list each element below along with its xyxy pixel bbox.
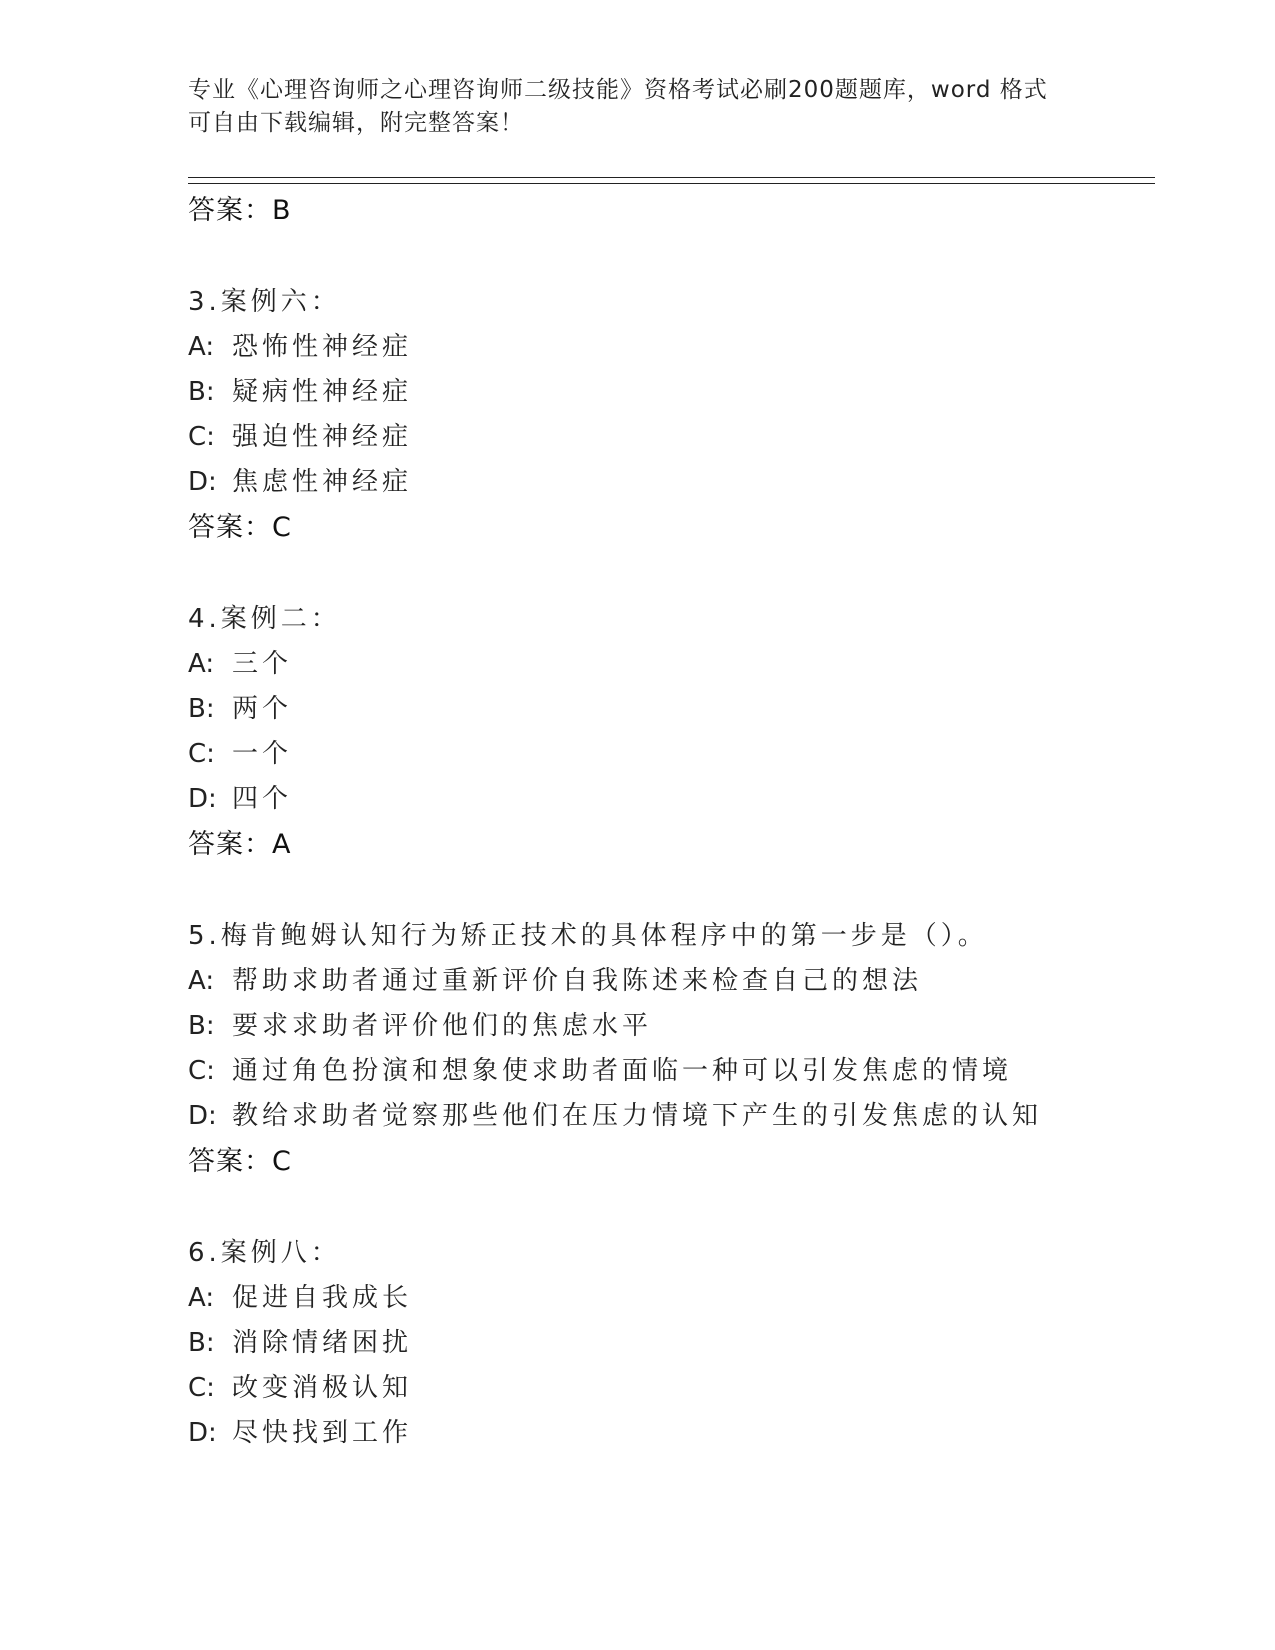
spacer bbox=[188, 867, 1148, 914]
option-key: B: bbox=[188, 1011, 215, 1041]
option-text: 四个 bbox=[232, 784, 293, 814]
option-text: 三个 bbox=[232, 649, 293, 679]
question-block bbox=[188, 280, 1148, 550]
option-text: 通过角色扮演和想象使求助者面临一种可以引发焦虑的情境 bbox=[232, 1056, 1013, 1086]
spacer bbox=[188, 1184, 1148, 1231]
option-a bbox=[188, 1276, 1148, 1321]
option-text: 教给求助者觉察那些他们在压力情境下产生的引发焦虑的认知 bbox=[232, 1101, 1043, 1131]
option-b bbox=[188, 1004, 1148, 1049]
header-divider-bottom bbox=[188, 183, 1155, 184]
option-key: D: bbox=[188, 1101, 217, 1131]
option-text: 消除情绪困扰 bbox=[232, 1328, 413, 1358]
question-stem: 5.梅肯鲍姆认知行为矫正技术的具体程序中的第一步是（）。 bbox=[188, 921, 988, 951]
option-key: C: bbox=[188, 422, 215, 452]
option-key: D: bbox=[188, 1418, 217, 1448]
option-text: 强迫性神经症 bbox=[232, 422, 413, 452]
option-key: D: bbox=[188, 784, 217, 814]
option-key: A: bbox=[188, 649, 215, 679]
option-d bbox=[188, 1411, 1148, 1456]
option-d bbox=[188, 777, 1148, 822]
option-a bbox=[188, 642, 1148, 687]
option-d bbox=[188, 1094, 1148, 1139]
option-c bbox=[188, 732, 1148, 777]
header-divider-top bbox=[188, 177, 1155, 178]
option-text: 尽快找到工作 bbox=[232, 1418, 413, 1448]
question-block bbox=[188, 1231, 1148, 1456]
option-key: D: bbox=[188, 467, 217, 497]
option-b bbox=[188, 370, 1148, 415]
question-stem: 6.案例八： bbox=[188, 1238, 341, 1268]
option-key: B: bbox=[188, 694, 215, 724]
option-text: 促进自我成长 bbox=[232, 1283, 413, 1313]
option-key: B: bbox=[188, 377, 215, 407]
header-line-2: 可自由下载编辑，附完整答案！ bbox=[188, 110, 524, 136]
question-stem: 3.案例六： bbox=[188, 287, 341, 317]
option-a bbox=[188, 959, 1148, 1004]
option-key: C: bbox=[188, 1373, 215, 1403]
option-text: 恐怖性神经症 bbox=[232, 332, 413, 362]
option-text: 改变消极认知 bbox=[232, 1373, 413, 1403]
option-text: 一个 bbox=[232, 739, 293, 769]
previous-answer: 答案：B bbox=[188, 195, 292, 226]
option-key: C: bbox=[188, 1056, 215, 1086]
option-d bbox=[188, 460, 1148, 505]
option-c bbox=[188, 1366, 1148, 1411]
option-text: 要求求助者评价他们的焦虑水平 bbox=[232, 1011, 653, 1041]
option-text: 焦虑性神经症 bbox=[232, 467, 413, 497]
spacer bbox=[188, 550, 1148, 597]
answer-line: 答案：A bbox=[188, 829, 292, 860]
option-key: B: bbox=[188, 1328, 215, 1358]
option-text: 两个 bbox=[232, 694, 293, 724]
document-header bbox=[188, 74, 1088, 140]
option-c bbox=[188, 415, 1148, 460]
header-line-1: 专业《心理咨询师之心理咨询师二级技能》资格考试必刷200题题库，word 格式 bbox=[188, 77, 1048, 103]
question-block bbox=[188, 914, 1148, 1184]
question-stem: 4.案例二： bbox=[188, 604, 341, 634]
option-a bbox=[188, 325, 1148, 370]
option-key: A: bbox=[188, 332, 215, 362]
option-b bbox=[188, 1321, 1148, 1366]
option-key: A: bbox=[188, 1283, 215, 1313]
option-key: A: bbox=[188, 966, 215, 996]
option-b bbox=[188, 687, 1148, 732]
spacer bbox=[188, 233, 1148, 280]
answer-line: 答案：C bbox=[188, 512, 292, 543]
question-block bbox=[188, 597, 1148, 867]
answer-line: 答案：C bbox=[188, 1146, 292, 1177]
option-text: 帮助求助者通过重新评价自我陈述来检查自己的想法 bbox=[232, 966, 923, 996]
option-key: C: bbox=[188, 739, 215, 769]
question-list bbox=[188, 188, 1148, 1456]
option-text: 疑病性神经症 bbox=[232, 377, 413, 407]
option-c bbox=[188, 1049, 1148, 1094]
